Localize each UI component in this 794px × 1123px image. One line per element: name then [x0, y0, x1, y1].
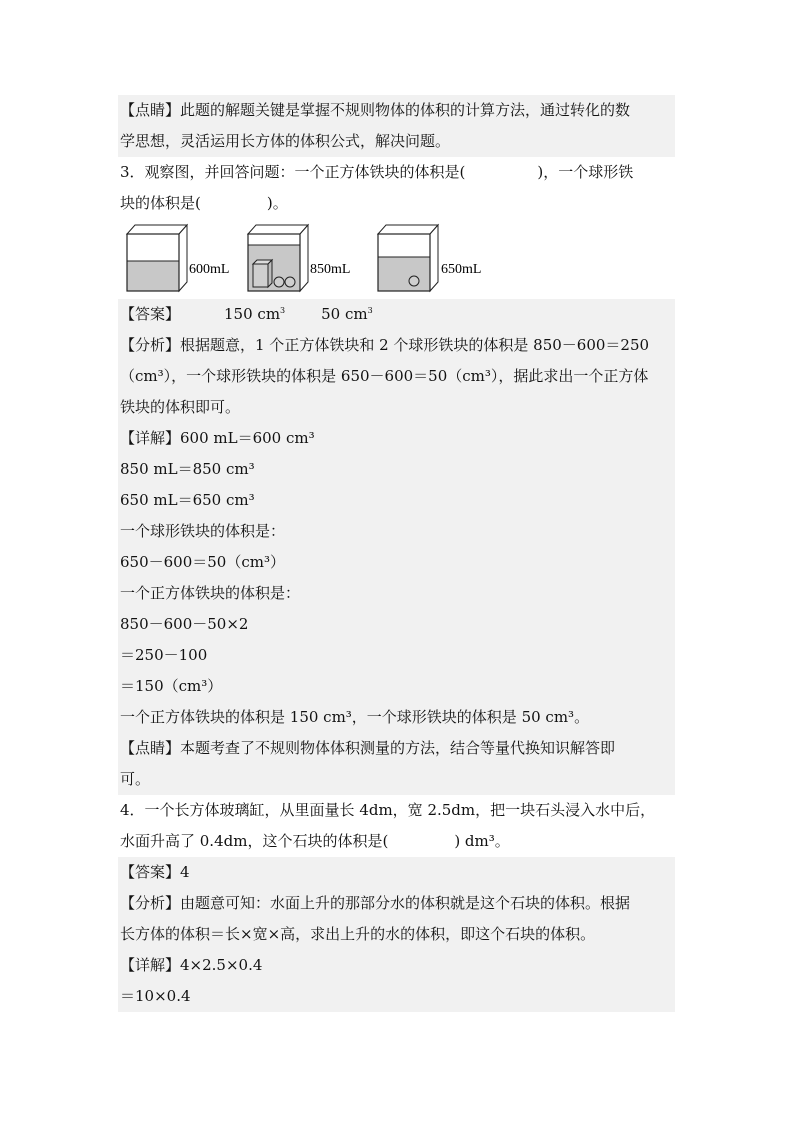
tip1-line1: 【点睛】此题的解题关键是掌握不规则物体的体积的计算方法，通过转化的数 [118, 95, 675, 126]
q3-detail-10: 一个正方体铁块的体积是 150 cm³，一个球形铁块的体积是 50 cm³。 [118, 702, 675, 733]
beaker-3-label: 650mL [441, 262, 482, 277]
q3-answer: 【答案】 150 $cm^3$ 50 $cm^3$ [118, 299, 675, 330]
document-page [118, 95, 675, 1012]
q3-detail-5: 650－600＝50（cm³） [118, 547, 675, 578]
q3-line1: 3．观察图，并回答问题：一个正方体铁块的体积是( )，一个球形铁 [120, 163, 634, 181]
beaker-1-label: 600mL [189, 262, 230, 277]
q3-detail-2: 850 mL＝850 cm³ [118, 454, 675, 485]
q4-analysis-1: 【分析】由题意可知：水面上升的那部分水的体积就是这个石块的体积。根据 [118, 888, 675, 919]
beaker-3 [378, 225, 481, 291]
q3-tip-1: 【点睛】本题考查了不规则物体体积测量的方法，结合等量代换知识解答即 [118, 733, 675, 764]
q3-detail-1: 【详解】600 mL＝600 cm³ [118, 423, 675, 454]
q3-analysis-3: 铁块的体积即可。 [118, 392, 675, 423]
q4-analysis-2: 长方体的体积＝长×宽×高，求出上升的水的体积，即这个石块的体积。 [118, 919, 675, 950]
tip1-line2: 学思想，灵活运用长方体的体积公式，解决问题。 [118, 126, 675, 157]
beaker-2 [248, 225, 350, 291]
beaker-1 [127, 225, 229, 291]
beakers-svg [122, 219, 522, 299]
beaker-2-label: 850mL [310, 262, 351, 277]
beaker-figure [118, 219, 675, 299]
q3-detail-6: 一个正方体铁块的体积是： [118, 578, 675, 609]
q3-detail-4: 一个球形铁块的体积是： [118, 516, 675, 547]
q3-line2: 块的体积是( )。 [120, 194, 288, 212]
q3-analysis-1: 【分析】根据题意，1 个正方体铁块和 2 个球形铁块的体积是 850－600＝250 [118, 330, 675, 361]
q4-answer: 【答案】4 [118, 857, 675, 888]
q4-line2: 水面升高了 0.4dm，这个石块的体积是( ) dm³。 [120, 832, 510, 850]
q3-detail-7: 850－600－50×2 [118, 609, 675, 640]
q4-line1: 4．一个长方体玻璃缸，从里面量长 4dm，宽 2.5dm，把一块石头浸入水中后， [120, 801, 656, 819]
q4-detail-1: 【详解】4×2.5×0.4 [118, 950, 675, 981]
q3-analysis-2: （cm³），一个球形铁块的体积是 650－600＝50（cm³），据此求出一个正方体 [118, 361, 675, 392]
q3-detail-8: ＝250－100 [118, 640, 675, 671]
q4-detail-2: ＝10×0.4 [118, 981, 675, 1012]
q3-tip-2: 可。 [118, 764, 675, 795]
q3-detail-3: 650 mL＝650 cm³ [118, 485, 675, 516]
q3-detail-9: ＝150（cm³） [118, 671, 675, 702]
